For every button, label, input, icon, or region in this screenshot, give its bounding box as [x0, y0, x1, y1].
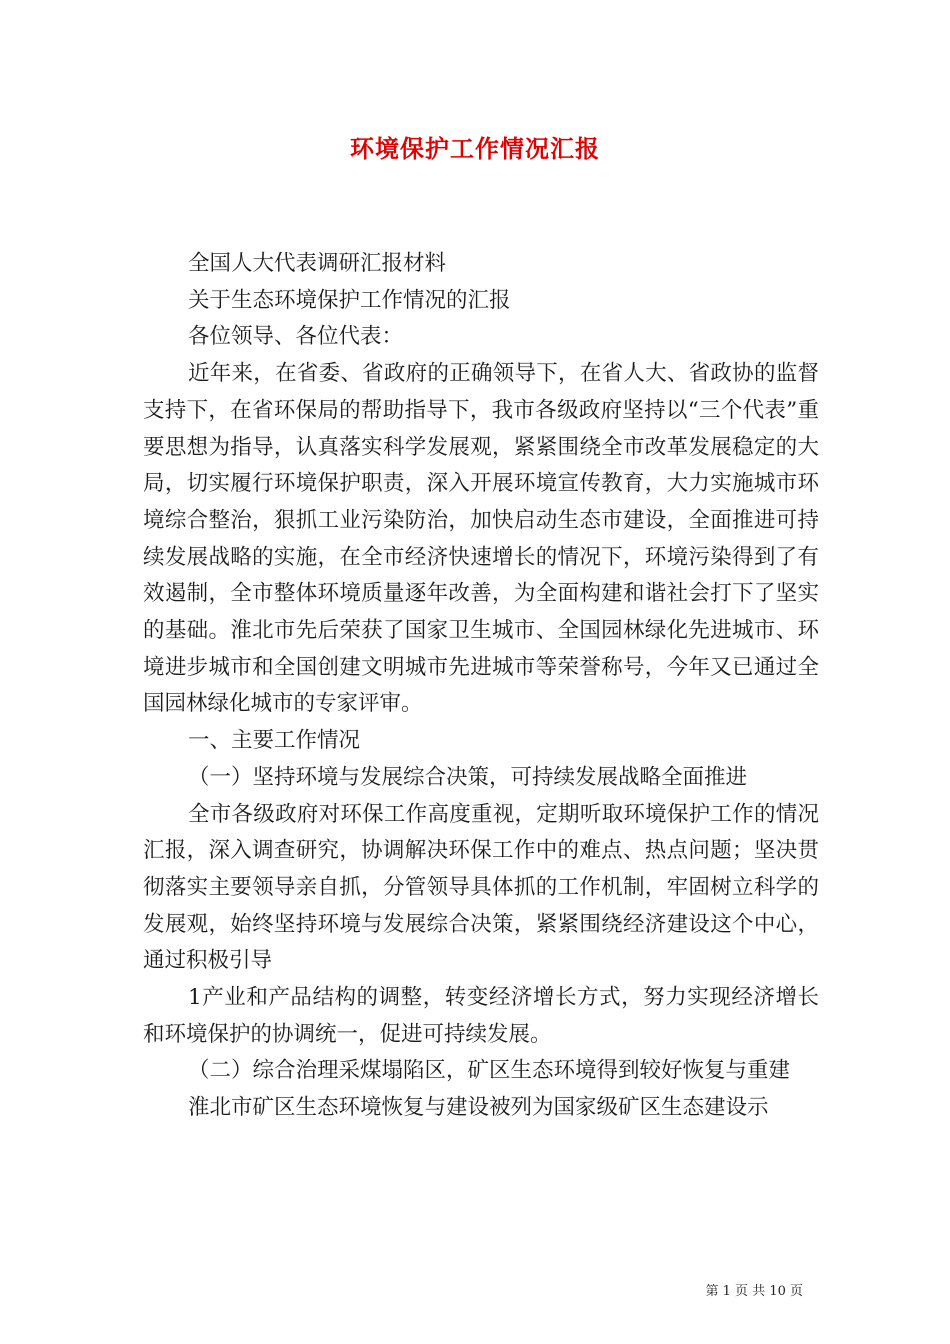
- section-heading-1: 一、主要工作情况: [188, 728, 361, 754]
- paragraph-subtitle: 全国人大代表调研汇报材料: [188, 251, 447, 276]
- document-title: 环境保护工作情况汇报: [350, 134, 600, 163]
- paragraph-intro: 近年来，在省委、省政府的正确领导下，在省人大、省政协的监督支持下，在省环保局的帮助指导下，我市各级政府坚持以“三个代表”重要思想为指导，认真落实科学发展观，紧紧围绕全市改革发展稳定的大局，切实履行环境保护职责，深入开展环境宣传教育，大力实施城市环境综合整治，狠抓工业污染防治，加快启动生态市建设，全面推进可持续发展战略的实施，在全市经济快速增长的情况下，环境污染得到了有效遏制，全市整体环境质量逐年改善，为全面构建和谐社会打下了坚实的基础。淮北市先后荣获了国家卫生城市、全国园林绿化先进城市、环境进步城市和全国创建文明城市先进城市等荣誉称号，今年又已通过全国园林绿化城市的专家评审。: [143, 361, 819, 717]
- subsection-heading-2: （二）综合治理采煤塌陷区，矿区生态环境得到较好恢复与重建: [188, 1058, 791, 1084]
- paragraph-body-3: 淮北市矿区生态环境恢复与建设被列为国家级矿区生态建设示: [188, 1095, 769, 1121]
- paragraph-salutation: 各位领导、各位代表：: [188, 324, 404, 350]
- page-number: 第 1 页 共 10 页: [705, 1284, 803, 1299]
- document-body: [143, 246, 819, 1127]
- paragraph-body-2: 1产业和产品结构的调整，转变经济增长方式，努力实现经济增长和环境保护的协调统一，促进可持续发展。: [143, 985, 819, 1047]
- subsection-heading-1: （一）坚持环境与发展综合决策，可持续发展战略全面推进: [188, 764, 748, 790]
- paragraph-body-1: 全市各级政府对环保工作高度重视，定期听取环境保护工作的情况汇报，深入调查研究，协调解决环保工作中的难点、热点问题；坚决贯彻落实主要领导亲自抓，分管领导具体抓的工作机制，牢固树立科学的发展观，始终坚持环境与发展综合决策，紧紧围绕经济建设这个中心，通过积极引导: [143, 801, 819, 974]
- paragraph-report-title: 关于生态环境保护工作情况的汇报: [188, 287, 511, 313]
